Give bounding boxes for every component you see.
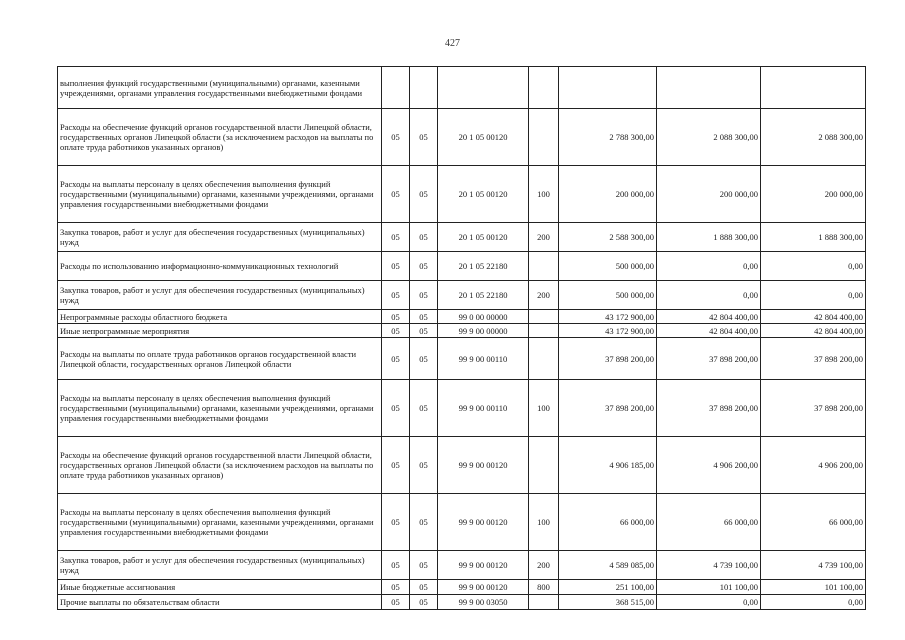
target-article-code: 99 9 00 00120 <box>438 551 529 580</box>
row-name: Прочие выплаты по обязательствам области <box>58 595 382 610</box>
section-code: 05 <box>382 109 410 166</box>
section-code: 05 <box>382 595 410 610</box>
target-article-code: 20 1 05 22180 <box>438 281 529 310</box>
row-name: Расходы по использованию информационно-коммуникационных технологий <box>58 252 382 281</box>
target-article-code: 99 9 00 00120 <box>438 494 529 551</box>
amount-year-1: 37 898 200,00 <box>559 338 657 380</box>
subsection-code: 05 <box>410 580 438 595</box>
amount-year-2: 101 100,00 <box>657 580 761 595</box>
expense-type-code: 100 <box>529 380 559 437</box>
amount-year-2: 42 804 400,00 <box>657 324 761 338</box>
amount-year-1: 500 000,00 <box>559 252 657 281</box>
expense-type-code <box>529 67 559 109</box>
amount-year-2: 4 906 200,00 <box>657 437 761 494</box>
amount-year-1: 200 000,00 <box>559 166 657 223</box>
subsection-code: 05 <box>410 595 438 610</box>
amount-year-1: 2 788 300,00 <box>559 109 657 166</box>
amount-year-3: 66 000,00 <box>761 494 866 551</box>
amount-year-1: 500 000,00 <box>559 281 657 310</box>
expense-type-code <box>529 595 559 610</box>
amount-year-2: 2 088 300,00 <box>657 109 761 166</box>
target-article-code: 99 9 00 00000 <box>438 324 529 338</box>
table-row <box>58 223 866 252</box>
amount-year-3: 42 804 400,00 <box>761 310 866 324</box>
expense-type-code: 100 <box>529 166 559 223</box>
amount-year-3: 0,00 <box>761 281 866 310</box>
table-row <box>58 580 866 595</box>
amount-year-2: 0,00 <box>657 252 761 281</box>
expense-type-code <box>529 338 559 380</box>
table-row <box>58 166 866 223</box>
section-code: 05 <box>382 310 410 324</box>
amount-year-3: 2 088 300,00 <box>761 109 866 166</box>
table-row <box>58 437 866 494</box>
amount-year-3 <box>761 67 866 109</box>
table-row <box>58 551 866 580</box>
row-name: Иные непрограммные мероприятия <box>58 324 382 338</box>
amount-year-2: 1 888 300,00 <box>657 223 761 252</box>
subsection-code: 05 <box>410 310 438 324</box>
target-article-code: 99 9 00 00110 <box>438 380 529 437</box>
expense-type-code: 200 <box>529 551 559 580</box>
amount-year-1: 37 898 200,00 <box>559 380 657 437</box>
section-code: 05 <box>382 338 410 380</box>
subsection-code <box>410 67 438 109</box>
amount-year-2: 200 000,00 <box>657 166 761 223</box>
expense-type-code: 100 <box>529 494 559 551</box>
table-row <box>58 380 866 437</box>
amount-year-1: 43 172 900,00 <box>559 310 657 324</box>
target-article-code: 99 9 00 00120 <box>438 437 529 494</box>
amount-year-1: 4 906 185,00 <box>559 437 657 494</box>
row-name: Иные бюджетные ассигнования <box>58 580 382 595</box>
row-name: Расходы на обеспечение функций органов государственной власти Липецкой области, государственных органов Липецкой области (за исключением расходов на выплаты по оплате труда работников указанных органов) <box>58 109 382 166</box>
target-article-code: 99 9 00 00120 <box>438 580 529 595</box>
subsection-code: 05 <box>410 223 438 252</box>
amount-year-3: 101 100,00 <box>761 580 866 595</box>
section-code: 05 <box>382 580 410 595</box>
subsection-code: 05 <box>410 338 438 380</box>
target-article-code: 99 9 00 03050 <box>438 595 529 610</box>
amount-year-1: 43 172 900,00 <box>559 324 657 338</box>
row-name: Закупка товаров, работ и услуг для обеспечения государственных (муниципальных) нужд <box>58 551 382 580</box>
expense-type-code: 800 <box>529 580 559 595</box>
section-code: 05 <box>382 166 410 223</box>
amount-year-2: 37 898 200,00 <box>657 338 761 380</box>
section-code: 05 <box>382 437 410 494</box>
amount-year-2: 0,00 <box>657 595 761 610</box>
row-name: Закупка товаров, работ и услуг для обеспечения государственных (муниципальных) нужд <box>58 223 382 252</box>
amount-year-2: 42 804 400,00 <box>657 310 761 324</box>
subsection-code: 05 <box>410 437 438 494</box>
amount-year-3: 1 888 300,00 <box>761 223 866 252</box>
table-row <box>58 281 866 310</box>
target-article-code: 20 1 05 22180 <box>438 252 529 281</box>
amount-year-3: 37 898 200,00 <box>761 380 866 437</box>
expense-type-code <box>529 437 559 494</box>
section-code: 05 <box>382 494 410 551</box>
amount-year-1: 2 588 300,00 <box>559 223 657 252</box>
section-code: 05 <box>382 380 410 437</box>
expense-type-code: 200 <box>529 281 559 310</box>
target-article-code: 20 1 05 00120 <box>438 109 529 166</box>
section-code: 05 <box>382 252 410 281</box>
amount-year-1: 4 589 085,00 <box>559 551 657 580</box>
target-article-code: 99 0 00 00000 <box>438 310 529 324</box>
amount-year-3: 4 906 200,00 <box>761 437 866 494</box>
amount-year-3: 4 739 100,00 <box>761 551 866 580</box>
subsection-code: 05 <box>410 494 438 551</box>
expense-type-code <box>529 252 559 281</box>
table-row <box>58 324 866 338</box>
table-row <box>58 338 866 380</box>
row-name: Закупка товаров, работ и услуг для обеспечения государственных (муниципальных) нужд <box>58 281 382 310</box>
amount-year-3: 0,00 <box>761 252 866 281</box>
row-name: Расходы на выплаты по оплате труда работников органов государственной власти Липецкой области, государственных органов Липецкой области <box>58 338 382 380</box>
target-article-code: 99 9 00 00110 <box>438 338 529 380</box>
row-name: Непрограммные расходы областного бюджета <box>58 310 382 324</box>
expense-type-code <box>529 310 559 324</box>
subsection-code: 05 <box>410 281 438 310</box>
table-row <box>58 252 866 281</box>
row-name: Расходы на выплаты персоналу в целях обеспечения выполнения функций государственными (муниципальными) органами, казенными учреждениями, органами управления государственными внебюджетными фондами <box>58 494 382 551</box>
amount-year-2: 37 898 200,00 <box>657 380 761 437</box>
amount-year-1: 368 515,00 <box>559 595 657 610</box>
amount-year-1: 251 100,00 <box>559 580 657 595</box>
table-body <box>58 67 866 610</box>
table-row <box>58 67 866 109</box>
subsection-code: 05 <box>410 551 438 580</box>
amount-year-2: 4 739 100,00 <box>657 551 761 580</box>
amount-year-2: 0,00 <box>657 281 761 310</box>
target-article-code: 20 1 05 00120 <box>438 166 529 223</box>
subsection-code: 05 <box>410 109 438 166</box>
subsection-code: 05 <box>410 324 438 338</box>
row-name: Расходы на обеспечение функций органов государственной власти Липецкой области, государственных органов Липецкой области (за исключением расходов на выплаты по оплате труда работников указанных органов) <box>58 437 382 494</box>
subsection-code: 05 <box>410 166 438 223</box>
page-number: 427 <box>445 38 460 49</box>
row-name: Расходы на выплаты персоналу в целях обеспечения выполнения функций государственными (муниципальными) органами, казенными учреждениями, органами управления государственными внебюджетными фондами <box>58 166 382 223</box>
section-code: 05 <box>382 281 410 310</box>
amount-year-2 <box>657 67 761 109</box>
expense-type-code <box>529 109 559 166</box>
table-row <box>58 494 866 551</box>
section-code: 05 <box>382 223 410 252</box>
row-name: выполнения функций государственными (муниципальными) органами, казенными учреждениями, органами управления государственными внебюджетными фондами <box>58 67 382 109</box>
budget-table <box>57 66 866 610</box>
expense-type-code: 200 <box>529 223 559 252</box>
row-name: Расходы на выплаты персоналу в целях обеспечения выполнения функций государственными (муниципальными) органами, казенными учреждениями, органами управления государственными внебюджетными фондами <box>58 380 382 437</box>
amount-year-3: 37 898 200,00 <box>761 338 866 380</box>
section-code <box>382 67 410 109</box>
amount-year-1 <box>559 67 657 109</box>
amount-year-3: 42 804 400,00 <box>761 324 866 338</box>
subsection-code: 05 <box>410 252 438 281</box>
section-code: 05 <box>382 324 410 338</box>
subsection-code: 05 <box>410 380 438 437</box>
amount-year-1: 66 000,00 <box>559 494 657 551</box>
table-row <box>58 310 866 324</box>
table-row <box>58 595 866 610</box>
target-article-code <box>438 67 529 109</box>
target-article-code: 20 1 05 00120 <box>438 223 529 252</box>
table-row <box>58 109 866 166</box>
amount-year-3: 0,00 <box>761 595 866 610</box>
amount-year-2: 66 000,00 <box>657 494 761 551</box>
section-code: 05 <box>382 551 410 580</box>
expense-type-code <box>529 324 559 338</box>
amount-year-3: 200 000,00 <box>761 166 866 223</box>
